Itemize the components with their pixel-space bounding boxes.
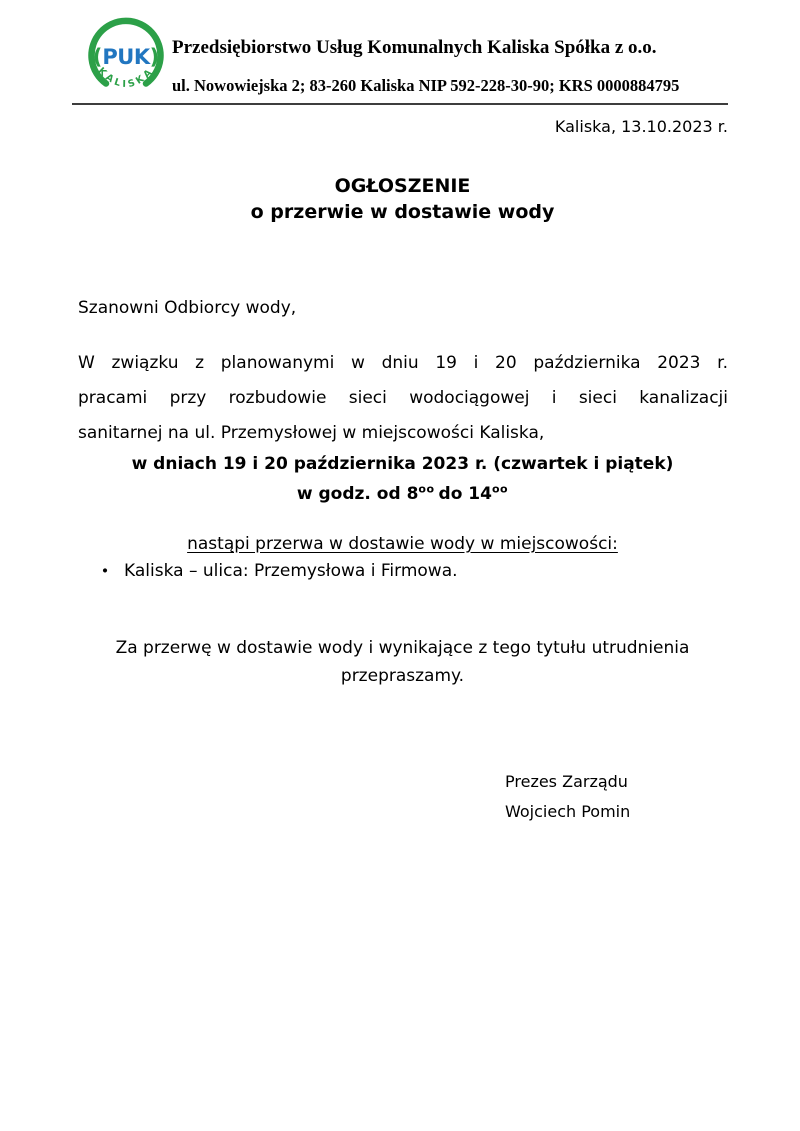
affected-streets-item xyxy=(78,561,728,581)
apology-text: Za przerwę w dostawie wody i wynikające z tego tytułu utrudnienia xyxy=(115,638,690,658)
signature-role: Prezes Zarządu xyxy=(505,772,628,791)
schedule-hours-mid: do 14 xyxy=(438,484,492,504)
logo-paren-open: ( xyxy=(92,45,103,69)
company-name: Przedsiębiorstwo Usług Komunalnych Kaliska Spółka z o.o. xyxy=(172,37,657,58)
bullet-icon: • xyxy=(100,562,110,580)
apology-text-cont: przepraszamy. xyxy=(340,666,465,686)
logo-paren-close: ) xyxy=(149,45,160,69)
schedule-hours xyxy=(75,484,730,504)
announcement-title: OGŁOSZENIE xyxy=(334,175,471,197)
header-divider xyxy=(72,103,728,105)
salutation: Szanowni Odbiorcy wody, xyxy=(78,298,297,318)
intro-paragraph xyxy=(78,346,728,451)
paragraph-line: pracami przy rozbudowie sieci wodociągowej i sieci kanalizacji xyxy=(78,388,728,408)
puk-kaliska-logo xyxy=(84,15,168,101)
announcement-subtitle: o przerwie w dostawie wody xyxy=(250,201,555,223)
logo-acronym-text xyxy=(93,45,159,69)
logo-acronym: PUK xyxy=(102,45,150,69)
schedule-hours-sup2: oo xyxy=(491,482,509,496)
company-address: ul. Nowowiejska 2; 83-260 Kaliska NIP 592-228-30-90; KRS 0000884795 xyxy=(172,76,680,95)
schedule-dates: w dniach 19 i 20 października 2023 r. (czwartek i piątek) xyxy=(131,454,674,474)
interruption-notice: nastąpi przerwa w dostawie wody w miejscowości: xyxy=(187,534,618,554)
schedule-hours-sup1: oo xyxy=(418,482,435,496)
date-line: Kaliska, 13.10.2023 r. xyxy=(554,117,728,136)
schedule-hours-prefix: w godz. od 8 xyxy=(296,484,419,504)
logo-ring-text: KALISKA xyxy=(95,65,157,91)
paragraph-line: sanitarnej na ul. Przemysłowej w miejscowości Kaliska, xyxy=(78,423,545,443)
paragraph-line: W związku z planowanymi w dniu 19 i 20 października 2023 r. xyxy=(78,353,728,373)
affected-streets-text: Kaliska – ulica: Przemysłowa i Firmowa. xyxy=(124,561,458,581)
signature-name: Wojciech Pomin xyxy=(505,802,631,821)
puk-logo-graphic xyxy=(84,15,168,101)
